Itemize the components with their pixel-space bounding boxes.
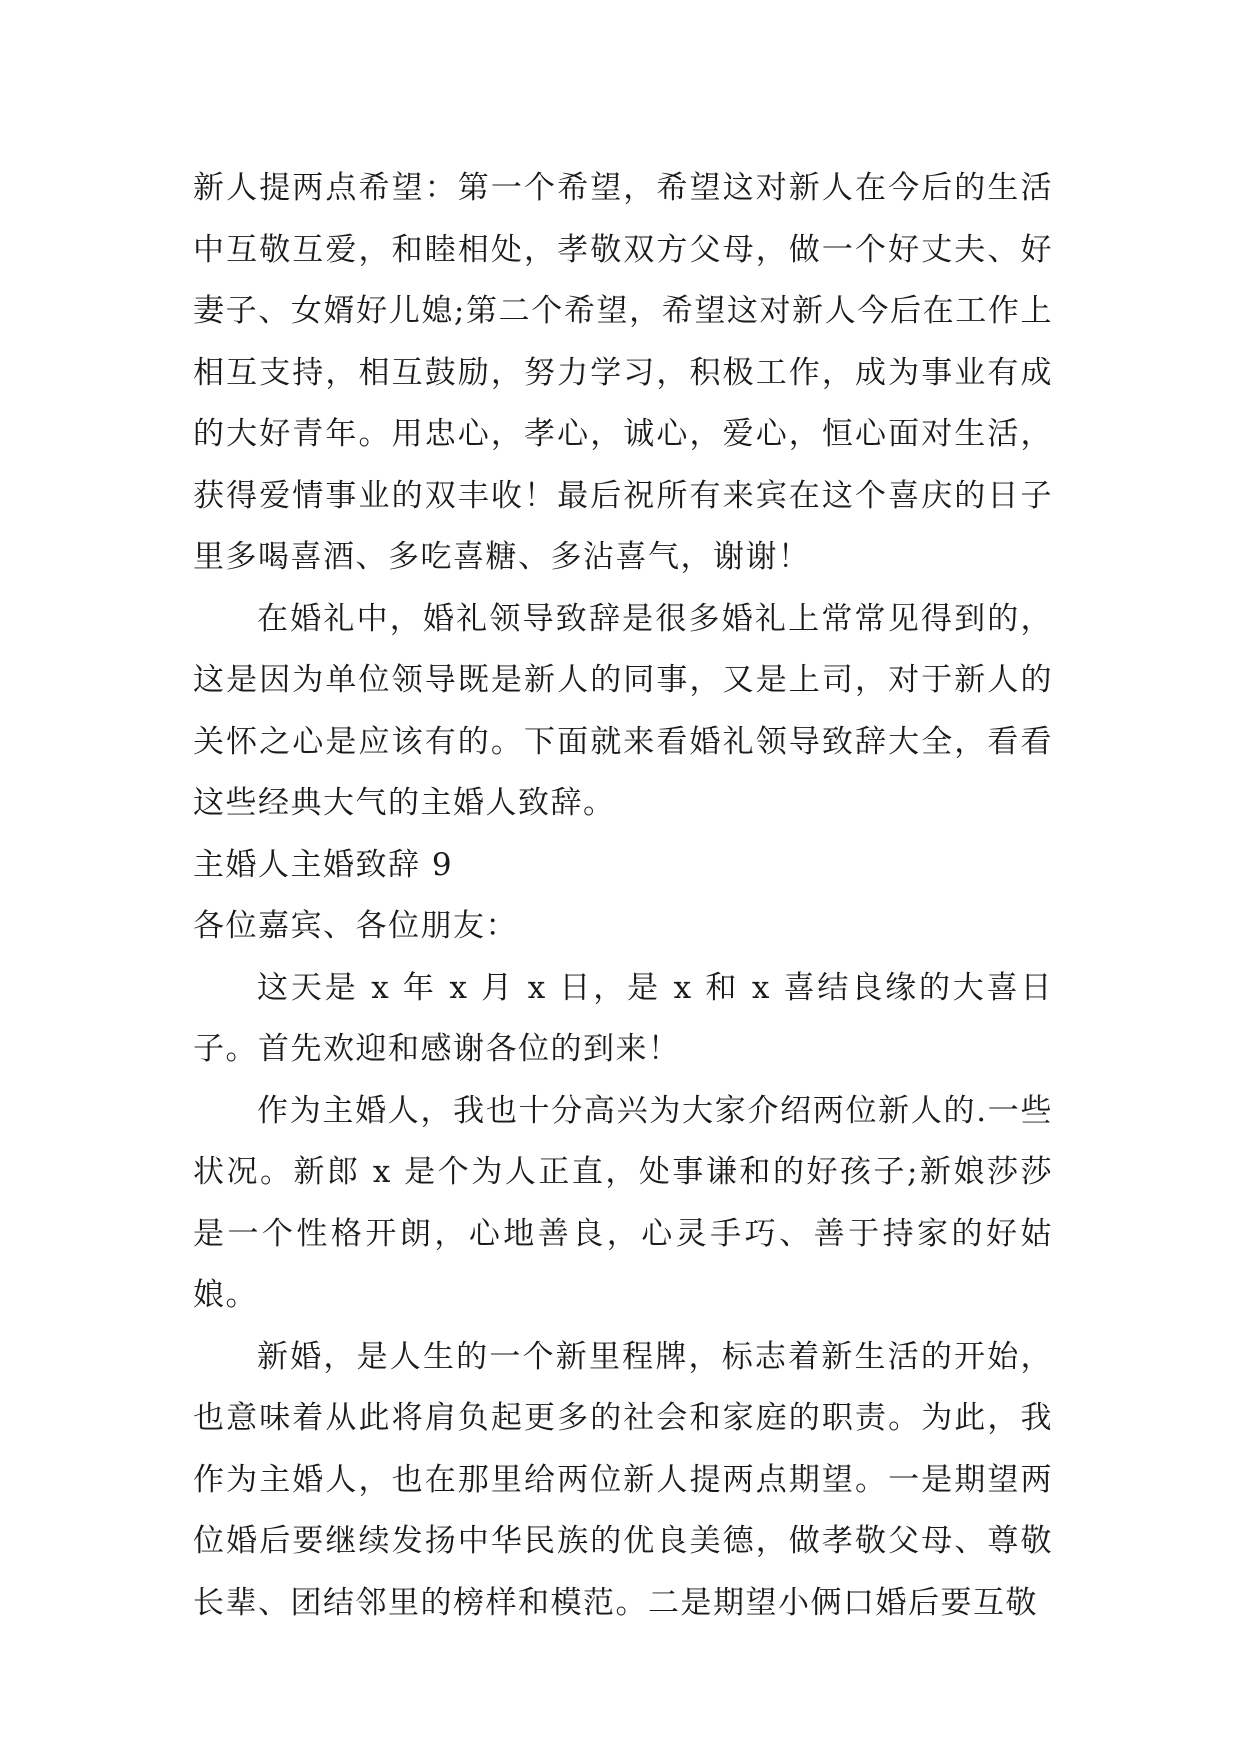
paragraph-hopes: 新婚，是人生的一个新里程牌，标志着新生活的开始，也意味着从此将肩负起更多的社会和家庭的职责。为此，我作为主婚人，也在那里给两位新人提两点期望。一是期望两位婚后要继续发扬中华民族的优良美德，做孝敬父母、尊敬长辈、团结邻里的榜样和模范。二是期望小俩口婚后要互敬 [193,1338,1053,1621]
paragraph-date: 这天是 x 年 x 月 x 日，是 x 和 x 喜结良缘的大喜日子。首先欢迎和感谢各位的到来！ [193,969,1053,1067]
section-heading: 主婚人主婚致辞 9 [193,846,454,883]
paragraph-wishes: 新人提两点希望：第一个希望，希望这对新人在今后的生活中互敬互爱，和睦相处，孝敬双方父母，做一个好丈夫、好妻子、女婿好儿媳;第二个希望，希望这对新人今后在工作上相互支持，相互鼓励，努力学习，积极工作，成为事业有成的大好青年。用忠心，孝心，诚心，爱心，恒心面对生活，获得爱情事业的双丰收！最后祝所有来宾在这个喜庆的日子里多喝喜酒、多吃喜糖、多沾喜气，谢谢！ [193,170,1053,575]
paragraph-couple: 作为主婚人，我也十分高兴为大家介绍两位新人的.一些状况。新郎 x 是个为人正直，处事谦和的好孩子;新娘莎莎是一个性格开朗，心地善良，心灵手巧、善于持家的好姑娘。 [193,1092,1053,1313]
paragraph-intro: 在婚礼中，婚礼领导致辞是很多婚礼上常常见得到的，这是因为单位领导既是新人的同事，又是上司，对于新人的关怀之心是应该有的。下面就来看婚礼领导致辞大全，看看这些经典大气的主婚人致辞。 [193,600,1053,821]
document-body [193,158,1053,1634]
salutation: 各位嘉宾、各位朋友： [193,908,518,944]
